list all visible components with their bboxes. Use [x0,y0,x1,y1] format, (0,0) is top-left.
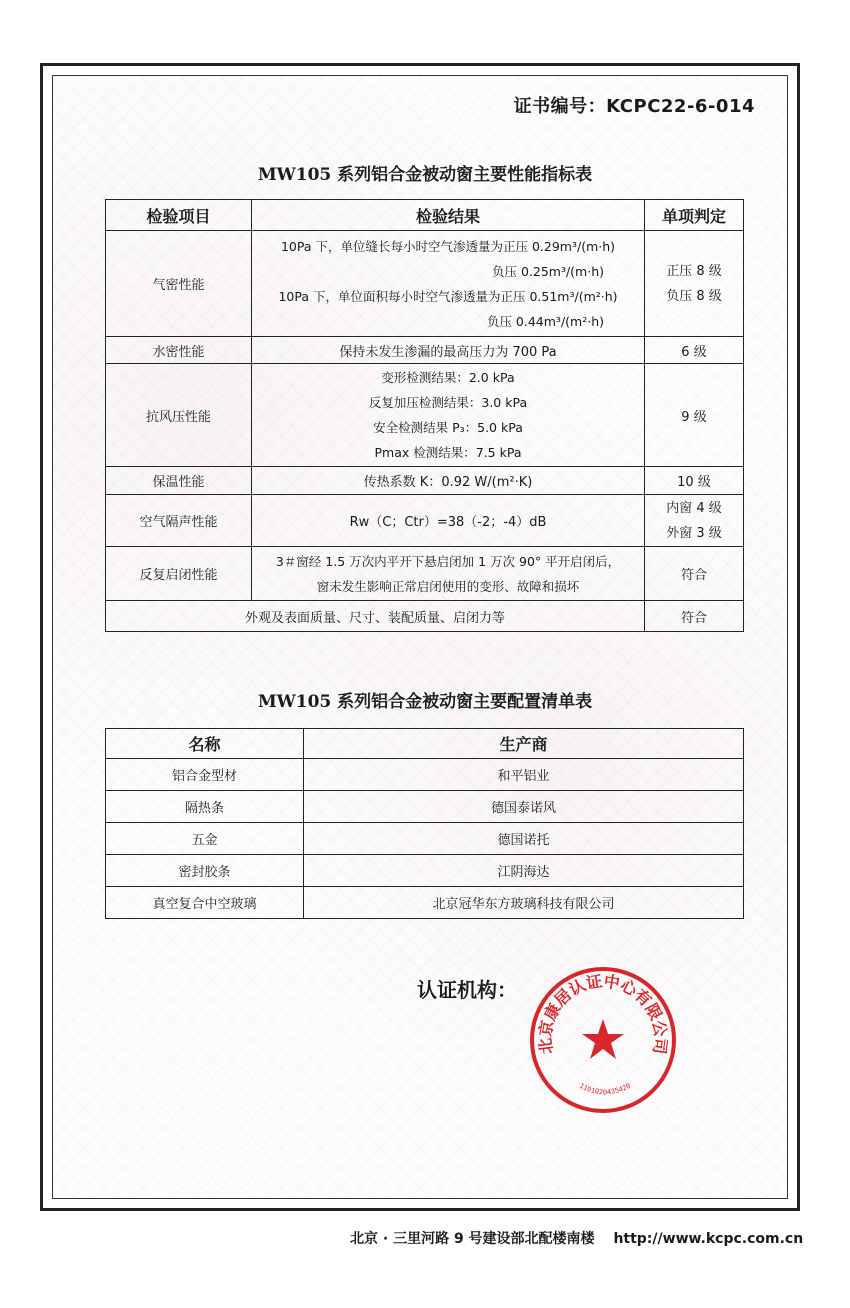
judge-line: 负压 8 级 [666,288,722,304]
table-header-row [106,200,744,231]
result-line: 负压 0.25m³/(m·h) [491,263,604,279]
maker-cell: 江阴海达 [304,855,744,887]
config-table [105,728,744,919]
footer [350,1228,803,1248]
result-cell: Rw（C；Ctr）=38（-2；-4）dB [252,495,645,547]
name-cell: 铝合金型材 [106,759,304,791]
name-cell: 真空复合中空玻璃 [106,887,304,919]
item-cell: 气密性能 [106,231,252,337]
judge-cell [645,495,744,547]
result-line: 反复加压检测结果：3.0 kPa [368,395,528,410]
table-row [106,337,744,364]
table-row [106,495,744,547]
official-seal [528,965,678,1115]
result-line: 窗未发生影响正常启闭使用的变形、故障和损坏 [316,578,580,594]
header-test-item: 检验项目 [106,200,252,231]
maker-cell: 北京冠华东方玻璃科技有限公司 [304,887,744,919]
result-cell: 传热系数 K：0.92 W/(m²·K) [252,467,645,495]
result-line: 3＃窗经 1.5 万次内平开下悬启闭加 1 万次 90° 平开启闭后， [275,553,621,569]
seal-text: 北京康居认证中心有限公司 [535,971,671,1056]
result-line: Pmax 检测结果：7.5 kPa [374,445,522,460]
header-name: 名称 [106,729,304,759]
table-row [106,823,744,855]
table-row [106,791,744,823]
table-header-row [106,729,744,759]
table-row [106,855,744,887]
judge-line: 正压 8 级 [666,263,722,279]
table-row [106,759,744,791]
footer-url[interactable]: http://www.kcpc.com.cn [613,1231,804,1247]
table-row [106,601,744,632]
certificate-number: 证书编号：KCPC22-6-014 [513,96,755,117]
maker-cell: 和平铝业 [304,759,744,791]
judge-cell: 6 级 [645,337,744,364]
result-cell [252,364,645,467]
config-table-title: MW105 系列铝合金被动窗主要配置清单表 [257,692,593,712]
name-cell: 密封胶条 [106,855,304,887]
judge-cell: 9 级 [645,364,744,467]
footer-address: 北京 · 三里河路 9 号建设部北配楼南楼 [350,1231,595,1247]
result-line: 10Pa 下，单位面积每小时空气渗透量为正压 0.51m³/(m²·h) [278,288,618,304]
judge-cell: 符合 [645,547,744,601]
seal-code: 1101020435420 [577,1081,633,1097]
result-cell: 保持未发生渗漏的最高压力为 700 Pa [252,337,645,364]
maker-cell: 德国泰诺风 [304,791,744,823]
performance-table-title: MW105 系列铝合金被动窗主要性能指标表 [257,165,593,185]
item-cell: 水密性能 [106,337,252,364]
result-line: 变形检测结果：2.0 kPa [381,370,515,385]
name-cell: 五金 [106,823,304,855]
item-cell: 反复启闭性能 [106,547,252,601]
result-cell [252,231,645,337]
seal-star-icon [582,1019,624,1059]
appearance-cell: 外观及表面质量、尺寸、装配质量、启闭力等 [106,601,645,632]
result-line: 10Pa 下，单位缝长每小时空气渗透量为正压 0.29m³/(m·h) [280,238,616,254]
result-line: 负压 0.44m³/(m²·h) [486,313,604,329]
judge-line: 内窗 4 级 [666,500,722,516]
table-row [106,887,744,919]
judge-cell: 符合 [645,601,744,632]
certification-org-label: 认证机构： [417,978,517,1002]
table-row [106,547,744,601]
table-row [106,364,744,467]
table-row [106,467,744,495]
performance-table [105,199,744,632]
header-maker: 生产商 [304,729,744,759]
judge-line: 外窗 3 级 [666,525,722,541]
item-cell: 保温性能 [106,467,252,495]
header-test-result: 检验结果 [252,200,645,231]
name-cell: 隔热条 [106,791,304,823]
result-cell [252,547,645,601]
table-row [106,231,744,337]
result-line: 安全检测结果 P₃：5.0 kPa [373,420,523,435]
maker-cell: 德国诺托 [304,823,744,855]
judge-cell [645,231,744,337]
item-cell: 空气隔声性能 [106,495,252,547]
item-cell: 抗风压性能 [106,364,252,467]
judge-cell: 10 级 [645,467,744,495]
header-judgement: 单项判定 [645,200,744,231]
